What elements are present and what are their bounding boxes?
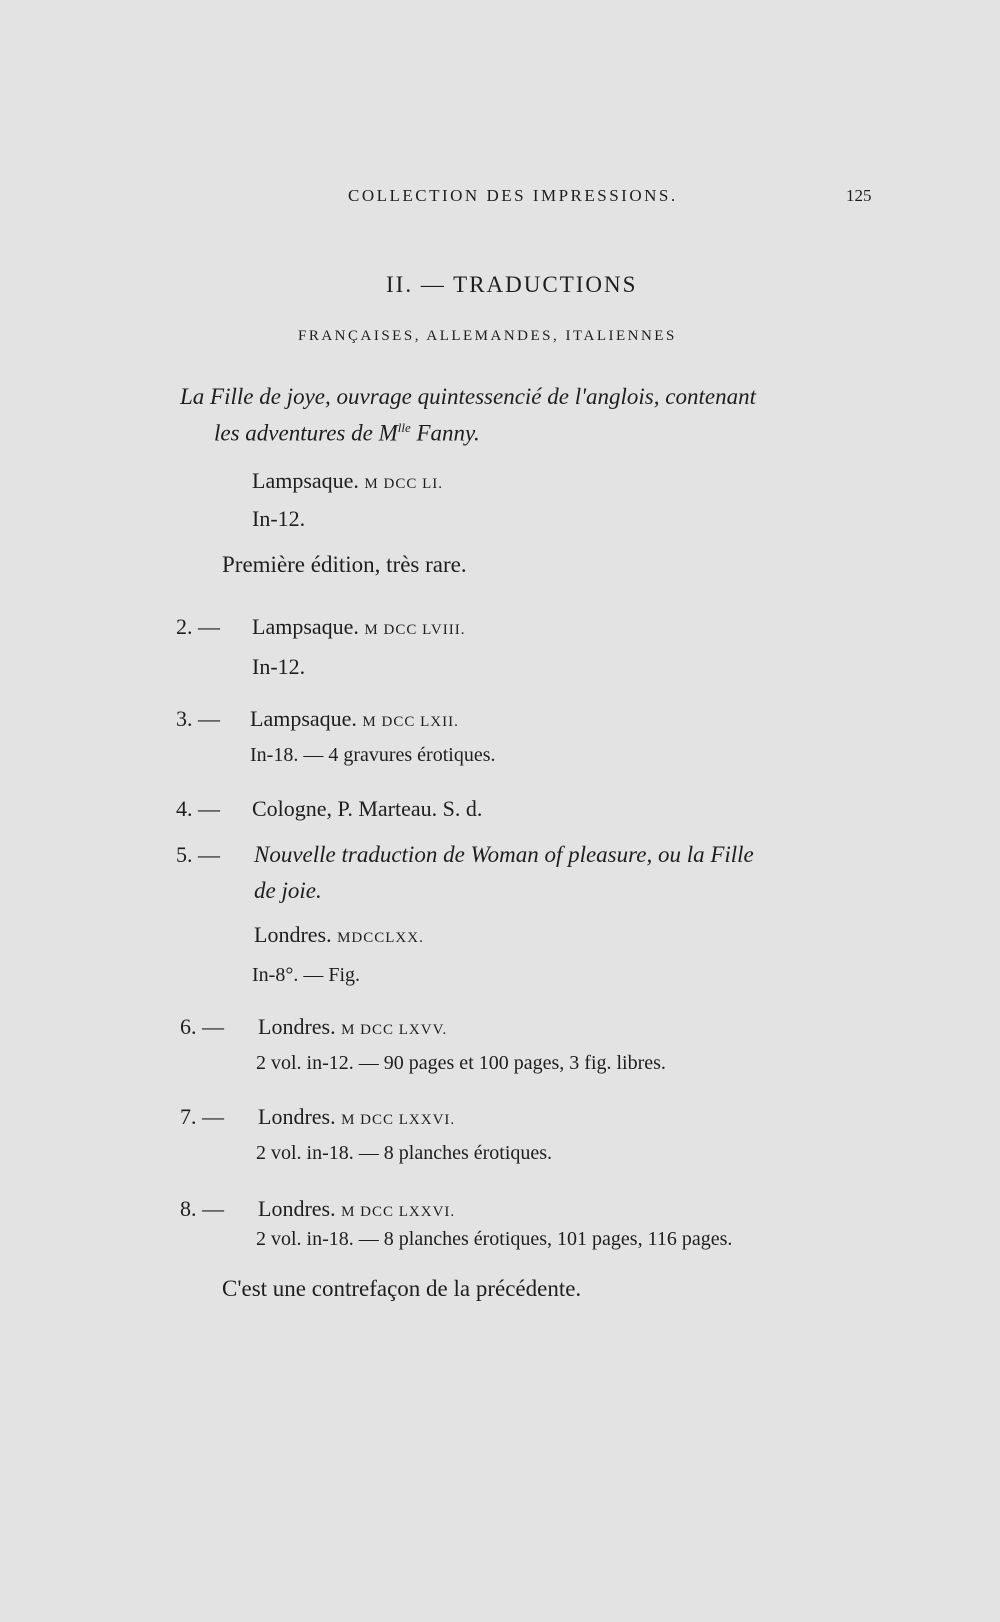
edition-8-place: Londres. [258,1196,336,1221]
edition-8-format: 2 vol. in-18. — 8 planches érotiques, 101 pages, 116 pages. [256,1228,733,1250]
edition-7-format: 2 vol. in-18. — 8 planches érotiques. [256,1142,553,1164]
edition-6-format: 2 vol. in-12. — 90 pages et 100 pages, 3 fig. libres. [256,1052,666,1074]
edition-5-format: In-8°. — Fig. [252,964,360,986]
edition-5-title-line-2: de joie. [254,878,322,903]
edition-4-number: 4. — [176,796,220,821]
edition-1-date: M DCC LI. [364,476,443,492]
edition-6-imprint [258,1014,447,1040]
edition-3-place: Lampsaque. [250,706,357,731]
edition-5-place: Londres. [254,922,332,947]
edition-2-format: In-12. [252,654,306,679]
edition-7-date: M DCC LXXVI. [341,1112,456,1128]
edition-4-place: Cologne, P. Marteau. S. d. [252,796,483,821]
edition-8-imprint [258,1196,455,1222]
edition-2-place: Lampsaque. [252,614,359,639]
edition-3-imprint [250,706,459,732]
edition-7-imprint [258,1104,455,1130]
edition-7-number: 7. — [180,1104,224,1129]
edition-2-date: M DCC LVIII. [364,622,466,638]
edition-3-format: In-18. — 4 gravures érotiques. [250,744,496,766]
edition-1-note: Première édition, très rare. [222,552,467,577]
edition-2-number: 2. — [176,614,220,639]
edition-6-place: Londres. [258,1014,336,1039]
running-head: COLLECTION DES IMPRESSIONS. [348,186,678,205]
edition-8-note: C'est une contrefaçon de la précédente. [222,1276,582,1301]
edition-7-place: Londres. [258,1104,336,1129]
page-number: 125 [846,186,872,205]
book-title-post: Fanny. [410,420,480,446]
section-subtitle: FRANÇAISES, ALLEMANDES, ITALIENNES [298,328,677,344]
edition-5-imprint [254,922,424,948]
edition-1-place: Lampsaque. [252,468,359,493]
edition-6-date: M DCC LXVV. [341,1022,448,1038]
edition-6-number: 6. — [180,1014,224,1039]
book-title-pre: les adventures de M [214,420,398,446]
edition-2-imprint [252,614,465,640]
book-title-line-1: La Fille de joye, ouvrage quintessencié de l'anglois, contenant [180,384,756,409]
edition-1-imprint [252,468,443,494]
edition-3-date: M DCC LXII. [362,714,459,730]
edition-5-number: 5. — [176,842,220,867]
edition-8-number: 8. — [180,1196,224,1221]
edition-1-format: In-12. [252,506,306,531]
edition-8-date: M DCC LXXVI. [341,1204,456,1220]
book-title-line-2 [214,420,480,447]
edition-3-number: 3. — [176,706,220,731]
section-title: II. — TRADUCTIONS [386,272,638,297]
edition-5-title-line-1: Nouvelle traduction de Woman of pleasure, ou la Fille [254,842,754,867]
edition-5-date: MDCCLXX. [337,930,424,946]
book-title-sup: lle [397,420,411,435]
